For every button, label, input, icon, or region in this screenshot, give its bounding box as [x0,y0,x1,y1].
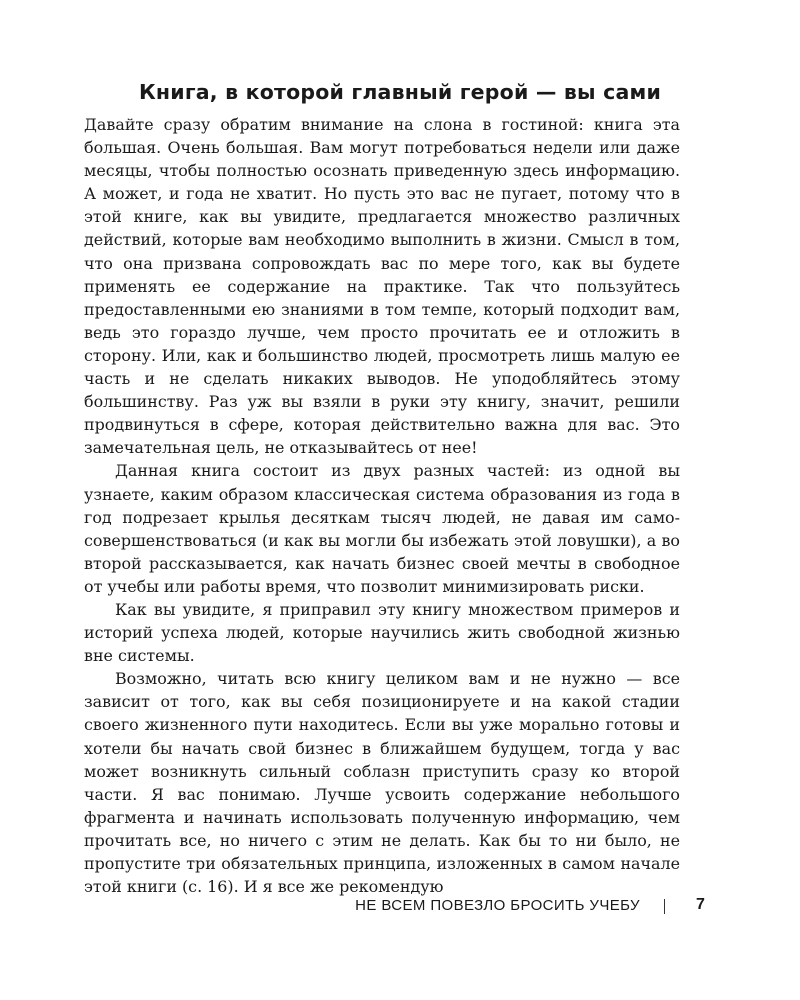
paragraph-2: Данная книга состоит из двух разных частей: из одной вы узнаете, каким образом классическая система образования из года в год подрезает крылья десяткам тысяч людей, не давая им самосовершенствоваться (и как вы могли бы избежать этой ловушки), а во второй рассказывается, как начать бизнес своей мечты в свободное от учебы или работы время, что позволит минимизировать риски. [84,461,680,596]
footer-divider [664,899,665,914]
paragraph-3: Как вы увидите, я приправил эту книгу множеством примеров и историй успеха людей, которые научились жить свободной жизнью вне системы. [84,599,680,666]
section-heading: Книга, в которой главный герой — вы сами [138,80,662,104]
paragraph-1: Давайте сразу обратим внимание на слона в гостиной: книга эта большая. Очень большая. Вам могут потребоваться недели или даже месяцы, чтобы полностью осознать приведенную здесь информацию. А может, и года не хватит. Но пусть это вас не пугает, потому что в этой книге, как вы увидите, предлагается множество различных действий, которые вам необходимо выполнить в жизни. Смысл в том, что она призвана сопровождать вас по мере того, как вы будете применять ее содержание на практике. Так что пользуйтесь предоставленными ею знаниями в том темпе, который подходит вам, ведь это гораздо лучше, чем просто прочитать ее и отложить в сторону. Или, как и большинство людей, просмотреть лишь малую ее часть и не сделать никаких выводов. Не уподобляйтесь этому большинству. Раз уж вы взяли в руки эту книгу, значит, решили продвинуться в сфере, которая действительно важна для вас. Это замечательная цель, не отказывайтесь от нее! [84,115,680,458]
running-title: НЕ ВСЕМ ПОВЕЗЛО БРОСИТЬ УЧЕБУ [355,897,640,914]
page-footer [0,893,800,919]
paragraph-4: Возможно, читать всю книгу целиком вам и не нужно — все зависит от того, как вы себя позиционируете и на какой стадии своего жизненного пути находитесь. Если вы уже морально готовы и хотели бы начать свой бизнес в ближайшем будущем, тогда у вас может возникнуть сильный соблазн приступить сразу ко второй части. Я вас понимаю. Лучше усвоить содержание небольшого фрагмента и начинать использовать полученную информацию, чем прочитать все, но ничего с этим не делать. Как бы то ни было, не пропустите три обязательных принципа, изложенных в самом начале этой книги (с. 16). И я все же рекомендую [84,669,680,897]
page-number: 7 [696,896,706,913]
body-text [84,113,680,898]
